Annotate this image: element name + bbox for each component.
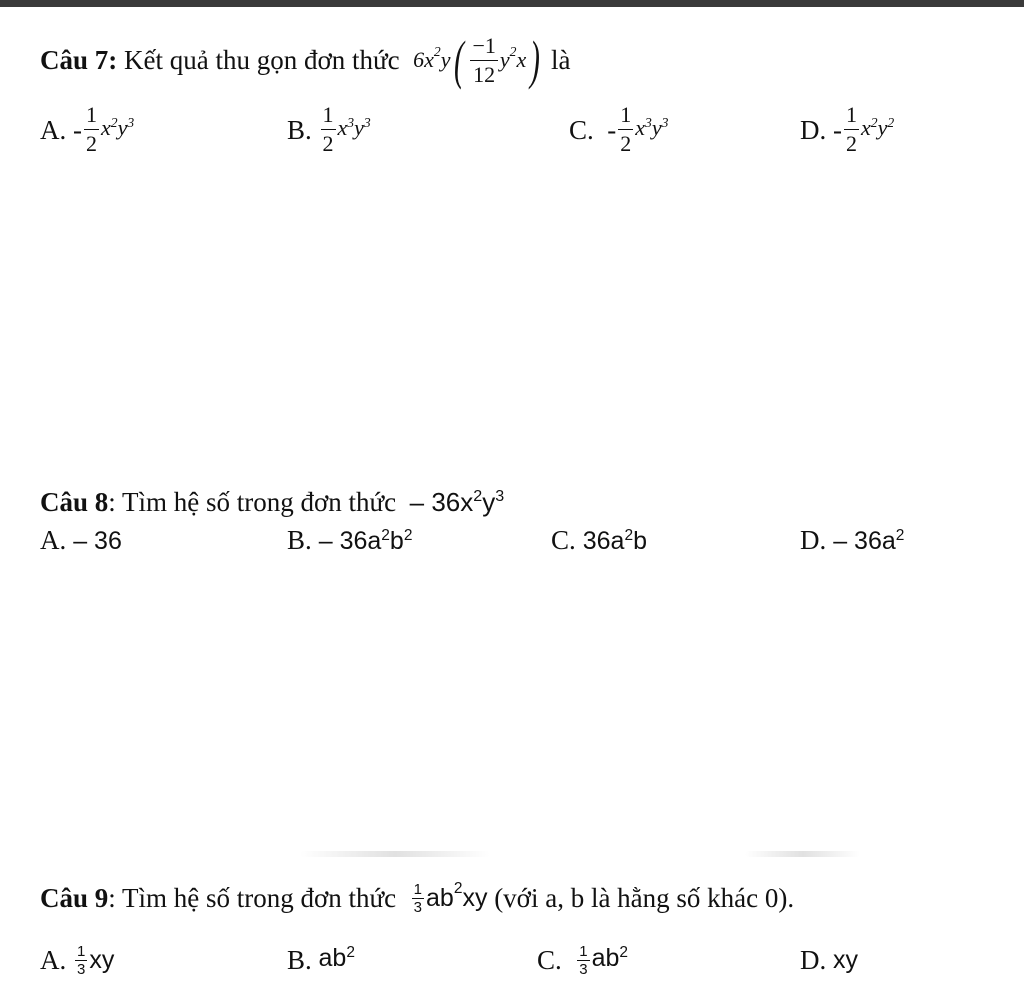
question-8-label: Câu 8 <box>40 487 109 517</box>
question-7-tail: là <box>550 45 571 75</box>
question-9 <box>40 874 794 922</box>
q9-option-b[interactable]: B. $ab^2$ <box>287 943 355 975</box>
q7-option-c[interactable]: C. - $\frac{1}{2}$ $x^3y^3$ <box>569 102 669 156</box>
question-9-expression: $\frac{1}{3}$ ab $^2$ xy <box>413 879 488 916</box>
q8-option-d[interactable]: D. – $36a^2$ <box>800 525 905 555</box>
question-9-label: Câu 9 <box>40 883 109 913</box>
top-bar <box>0 0 1024 7</box>
question-9-text: : Tìm hệ số trong đơn thức <box>108 883 397 913</box>
question-8-expression: – $36x^2y^3$ <box>409 487 505 517</box>
scan-smear <box>300 851 490 857</box>
q7-option-d[interactable]: D. - $\frac{1}{2}$ $x^2y^2$ <box>800 102 895 156</box>
question-9-tail: (với a, b là hằng số khác 0). <box>494 883 795 913</box>
q9-option-c[interactable]: C. $\frac{1}{3}$ $ab^2$ <box>537 942 629 978</box>
q7-option-a[interactable]: A. - $\frac{1}{2}$ $x^2y^3$ <box>40 102 135 156</box>
q9-option-d[interactable]: D. xy <box>800 945 858 975</box>
q8-option-b[interactable]: B. – $36a^2b^2$ <box>287 525 413 555</box>
question-8-text: : Tìm hệ số trong đơn thức <box>108 487 397 517</box>
question-7 <box>40 30 571 90</box>
q7-option-b[interactable]: B. $\frac{1}{2}$ $x^3y^3$ <box>287 102 371 156</box>
question-8 <box>40 486 504 522</box>
question-7-label: Câu 7: <box>40 45 118 75</box>
scan-smear <box>745 851 860 857</box>
q9-option-a[interactable]: A. $\frac{1}{3}$ xy <box>40 942 115 978</box>
question-7-text: Kết quả thu gọn đơn thức <box>124 45 400 75</box>
question-7-expression: 6 x $^2$ y ( $\frac{-1}{12}$ y $^2$ x ) <box>413 30 541 90</box>
q8-option-a[interactable]: A. – 36 <box>40 525 122 555</box>
q8-option-c[interactable]: C. $36a^2b$ <box>551 525 647 555</box>
